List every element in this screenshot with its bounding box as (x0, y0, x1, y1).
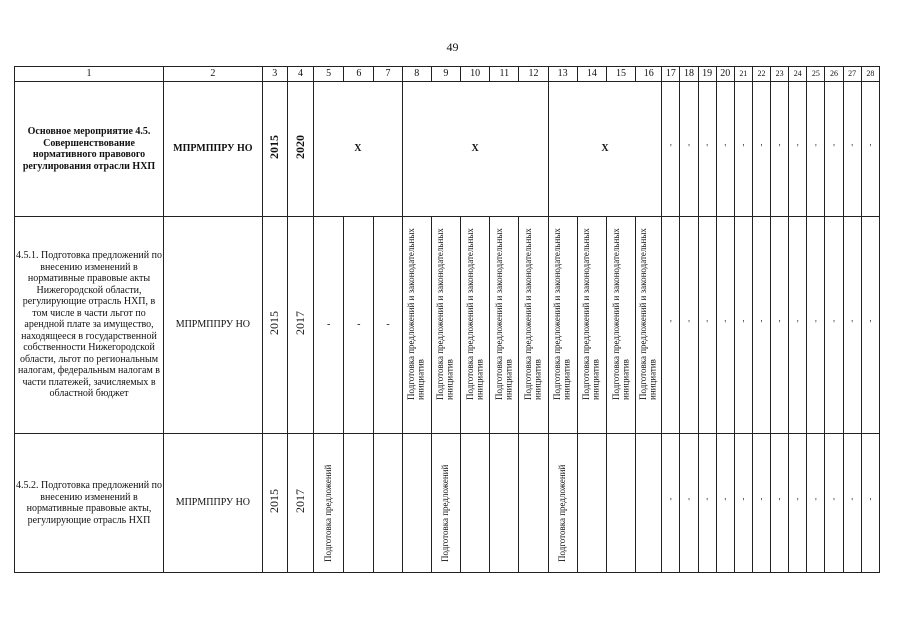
col-header: 19 (698, 67, 716, 82)
col-header: 15 (606, 67, 635, 82)
empty-cell (374, 434, 402, 573)
tick-mark: ' (789, 434, 807, 573)
executor: МПРМППРУ НО (164, 434, 263, 573)
tick-mark: ' (716, 434, 734, 573)
col-header: 7 (374, 67, 402, 82)
col-header: 18 (680, 67, 698, 82)
dash-mark: - (314, 217, 344, 434)
proposal-cell: Подготовка предложений (314, 434, 344, 573)
col-header: 2 (164, 67, 263, 82)
tick-mark: ' (662, 434, 680, 573)
tick-mark: ' (807, 217, 825, 434)
col-header: 28 (861, 67, 879, 82)
proposal-cell: Подготовка предложений (548, 434, 577, 573)
x-mark: Х (402, 82, 548, 217)
proposal-cell: Подготовка предложений (431, 434, 460, 573)
tick-mark: ' (825, 82, 843, 217)
tick-mark: ' (698, 434, 716, 573)
table-row (15, 82, 880, 217)
empty-cell (461, 434, 490, 573)
tick-mark: ' (825, 434, 843, 573)
tick-mark: ' (843, 434, 861, 573)
tick-mark: ' (752, 217, 770, 434)
tick-mark: ' (771, 434, 789, 573)
tick-mark: ' (716, 217, 734, 434)
tick-mark: ' (698, 82, 716, 217)
program-table (14, 66, 880, 573)
start-year: 2015 (262, 82, 287, 217)
start-year: 2015 (262, 434, 287, 573)
empty-cell (606, 434, 635, 573)
tick-mark: ' (734, 82, 752, 217)
col-header: 6 (344, 67, 374, 82)
end-year: 2017 (287, 217, 313, 434)
tick-mark: ' (734, 434, 752, 573)
activity-name: 4.5.2. Подготовка предложений по внесению изменений в нормативные правовые акты, регулирующие отрасль НХП (15, 434, 164, 573)
tick-mark: ' (843, 217, 861, 434)
col-header: 25 (807, 67, 825, 82)
empty-cell (490, 434, 519, 573)
col-header: 26 (825, 67, 843, 82)
col-header: 17 (662, 67, 680, 82)
tick-mark: ' (662, 217, 680, 434)
end-year: 2020 (287, 82, 313, 217)
x-mark: Х (548, 82, 662, 217)
col-header: 21 (734, 67, 752, 82)
proposal-cell: Подготовка предложений и законодательных инициатив (490, 217, 519, 434)
proposal-cell: Подготовка предложений и законодательных инициатив (461, 217, 490, 434)
col-header: 23 (771, 67, 789, 82)
col-header: 1 (15, 67, 164, 82)
tick-mark: ' (771, 217, 789, 434)
col-header: 14 (577, 67, 606, 82)
tick-mark: ' (861, 82, 879, 217)
tick-mark: ' (752, 82, 770, 217)
col-header: 5 (314, 67, 344, 82)
col-header: 16 (636, 67, 662, 82)
empty-cell (402, 434, 431, 573)
tick-mark: ' (825, 217, 843, 434)
col-header: 22 (752, 67, 770, 82)
x-mark: Х (314, 82, 403, 217)
tick-mark: ' (861, 217, 879, 434)
header-row (15, 67, 880, 82)
proposal-cell: Подготовка предложений и законодательных инициатив (606, 217, 635, 434)
tick-mark: ' (698, 217, 716, 434)
tick-mark: ' (771, 82, 789, 217)
col-header: 9 (431, 67, 460, 82)
executor: МПРМППРУ НО (164, 217, 263, 434)
tick-mark: ' (752, 434, 770, 573)
proposal-cell: Подготовка предложений и законодательных инициатив (577, 217, 606, 434)
tick-mark: ' (861, 434, 879, 573)
tick-mark: ' (680, 434, 698, 573)
dash-mark: - (374, 217, 402, 434)
col-header: 8 (402, 67, 431, 82)
tick-mark: ' (680, 82, 698, 217)
empty-cell (519, 434, 548, 573)
executor: МПРМППРУ НО (164, 82, 263, 217)
col-header: 4 (287, 67, 313, 82)
col-header: 12 (519, 67, 548, 82)
proposal-cell: Подготовка предложений и законодательных инициатив (519, 217, 548, 434)
table-row (15, 434, 880, 573)
col-header: 11 (490, 67, 519, 82)
col-header: 10 (461, 67, 490, 82)
table-row (15, 217, 880, 434)
tick-mark: ' (789, 82, 807, 217)
col-header: 27 (843, 67, 861, 82)
tick-mark: ' (789, 217, 807, 434)
tick-mark: ' (734, 217, 752, 434)
col-header: 24 (789, 67, 807, 82)
tick-mark: ' (843, 82, 861, 217)
tick-mark: ' (662, 82, 680, 217)
page-number: 49 (446, 40, 459, 54)
empty-cell (577, 434, 606, 573)
tick-mark: ' (680, 217, 698, 434)
col-header: 13 (548, 67, 577, 82)
proposal-cell: Подготовка предложений и законодательных инициатив (548, 217, 577, 434)
empty-cell (344, 434, 374, 573)
start-year: 2015 (262, 217, 287, 434)
tick-mark: ' (807, 434, 825, 573)
col-header: 20 (716, 67, 734, 82)
empty-cell (636, 434, 662, 573)
tick-mark: ' (807, 82, 825, 217)
col-header: 3 (262, 67, 287, 82)
proposal-cell: Подготовка предложений и законодательных инициатив (431, 217, 460, 434)
end-year: 2017 (287, 434, 313, 573)
proposal-cell: Подготовка предложений и законодательных инициатив (402, 217, 431, 434)
tick-mark: ' (716, 82, 734, 217)
dash-mark: - (344, 217, 374, 434)
proposal-cell: Подготовка предложений и законодательных инициатив (636, 217, 662, 434)
activity-name: 4.5.1. Подготовка предложений по внесению изменений в нормативные правовые акты Нижегородской области, регулирующие отрасль НХП, в том числе в части льгот по арендной плате за имущество, находящееся в государственной собственности Нижегородской области, льгот по региональным налогам, федеральным налогам в части платежей, зачисляемых в областной бюджет (15, 217, 164, 434)
activity-name: Основное мероприятие 4.5. Совершенствование нормативного правового регулирования отрасли НХП (15, 82, 164, 217)
